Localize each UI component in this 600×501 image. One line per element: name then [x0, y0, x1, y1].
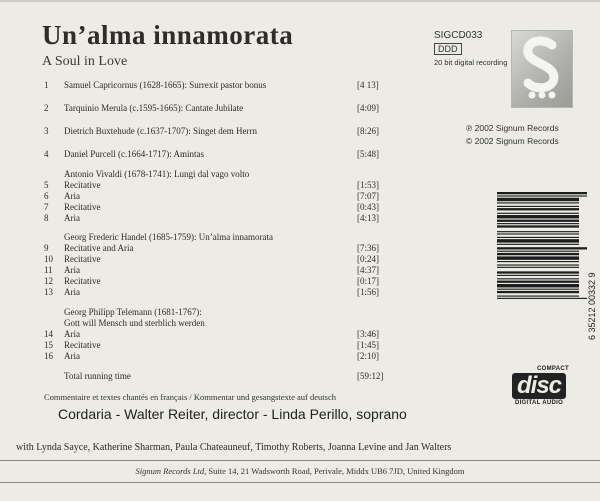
track-number: 13: [44, 287, 53, 297]
track-number: 5: [44, 180, 49, 190]
barcode-bar: [497, 271, 579, 273]
track-title: Dietrich Buxtehude (c.1637-1707): Singet dem Herrn: [64, 126, 257, 136]
track-title: Aria: [64, 329, 80, 339]
label-address: [0, 466, 600, 476]
divider-bottom: [0, 482, 600, 483]
barcode-bar: [497, 223, 579, 224]
track-duration: [8:26]: [357, 126, 379, 136]
cd-logo-bottom: DIGITAL AUDIO: [514, 400, 564, 406]
track-duration: [5:48]: [357, 149, 379, 159]
barcode-bar: [497, 231, 579, 232]
track-title: Recitative: [64, 180, 101, 190]
barcode-bar: [497, 220, 579, 222]
track-title: Recitative: [64, 340, 101, 350]
barcode-bar: [497, 253, 579, 255]
barcode-bar: [497, 198, 579, 201]
additional-musicians: with Lynda Sayce, Katherine Sharman, Paula Chateauneuf, Timothy Roberts, Joanna Levine and Jan Walters: [16, 442, 452, 453]
composer-heading-vivaldi: Antonio Vivaldi (1678-1741): Lungi dal vago volto: [64, 169, 250, 179]
barcode-bar: [497, 298, 587, 299]
track-duration: [4:09]: [357, 103, 379, 113]
phonogram-copyright: ℗ 2002 Signum Records: [466, 123, 559, 133]
barcode-bar: [497, 208, 579, 210]
barcode-bar: [497, 233, 579, 234]
composer-heading-telemann: Georg Philipp Telemann (1681-1767):: [64, 307, 202, 317]
catalog-number: SIGCD033: [434, 30, 483, 41]
catalog-block: [434, 30, 507, 67]
performers-line: Cordaria - Walter Reiter, director - Linda Perillo, soprano: [58, 406, 407, 422]
track-number: 10: [44, 254, 53, 264]
track-number: 12: [44, 276, 53, 286]
track-duration: [1:45]: [357, 340, 379, 350]
ddd-badge: DDD: [434, 43, 462, 55]
barcode-bar: [497, 251, 579, 252]
barcode-bar: [497, 284, 579, 287]
track-duration: [1:53]: [357, 180, 379, 190]
barcode-bar: [497, 225, 579, 227]
track-title: Aria: [64, 287, 80, 297]
barcode-bar: [497, 281, 579, 283]
barcode-bar: [497, 291, 579, 293]
barcode-bar: [497, 289, 579, 290]
cd-logo-word: disc: [512, 373, 566, 399]
compact-disc-logo: [507, 366, 571, 406]
composer-heading-handel: Georg Frederic Handel (1685-1759): Un’alma innamorata: [64, 232, 274, 242]
track-number: 16: [44, 351, 53, 361]
signum-s-icon: [512, 31, 572, 107]
barcode-bar: [497, 256, 579, 259]
track-title: Recitative: [64, 254, 101, 264]
track-number: 6: [44, 191, 49, 201]
barcode-bar: [497, 278, 579, 279]
barcode-bar: [497, 195, 587, 196]
barcode-digits: 6 35212 00332 9: [587, 272, 597, 340]
track-duration: [1:56]: [357, 287, 379, 297]
track-number: 9: [44, 243, 49, 253]
address-text: Suite 14, 21 Wadsworth Road, Perivale, Middx UB6 7JD, United Kingdom: [206, 466, 465, 476]
track-duration: [3:46]: [357, 329, 379, 339]
work-title-telemann: Gott will Mensch und sterblich werden: [64, 318, 205, 328]
track-title: Recitative and Aria: [64, 243, 134, 253]
top-border: [0, 0, 600, 2]
copyright-line: © 2002 Signum Records: [466, 136, 559, 146]
track-duration: [4:37]: [357, 265, 379, 275]
track-duration: [2:10]: [357, 351, 379, 361]
barcode-bar: [497, 206, 579, 207]
track-title: Recitative: [64, 202, 101, 212]
track-title: Aria: [64, 213, 80, 223]
track-title: Samuel Capricornus (1628-1665): Surrexit pastor bonus: [64, 80, 267, 90]
barcode-bar: [497, 202, 579, 203]
track-duration: [4:13]: [357, 213, 379, 223]
barcode-bar: [497, 239, 579, 242]
track-number: 1: [44, 80, 49, 90]
barcode-bar: [497, 247, 587, 249]
track-number: 2: [44, 103, 49, 113]
track-number: 8: [44, 213, 49, 223]
track-number: 4: [44, 149, 49, 159]
barcode-bar: [497, 275, 579, 276]
track-title: Aria: [64, 265, 80, 275]
track-title: Aria: [64, 351, 80, 361]
recording-note: 20 bit digital recording: [434, 58, 508, 67]
copyright-block: [466, 122, 559, 148]
track-duration: [7:36]: [357, 243, 379, 253]
cd-logo-top: COMPACT: [537, 366, 569, 372]
barcode-bar: [497, 213, 579, 214]
barcode-bars: [497, 190, 587, 340]
barcode-bar: [497, 237, 579, 238]
total-running-time-label: Total running time: [64, 371, 131, 381]
track-title: Daniel Purcell (c.1664-1717): Amintas: [64, 149, 204, 159]
signum-logo: [511, 30, 573, 108]
divider-top: [0, 460, 600, 461]
track-title: Recitative: [64, 276, 101, 286]
barcode: [497, 190, 587, 340]
track-duration: [0:24]: [357, 254, 379, 264]
barcode-bar: [497, 264, 579, 265]
track-number: 7: [44, 202, 49, 212]
track-number: 15: [44, 340, 53, 350]
barcode-bar: [497, 267, 579, 268]
total-running-time: [59:12]: [357, 371, 384, 381]
track-duration: [4 13]: [357, 80, 379, 90]
track-title: Tarquinio Merula (c.1595-1665): Cantate Jubilate: [64, 103, 244, 113]
track-number: 3: [44, 126, 49, 136]
barcode-bar: [497, 296, 579, 297]
barcode-bar: [497, 244, 579, 245]
album-title: Un’alma innamorata: [42, 20, 294, 50]
track-title: Aria: [64, 191, 80, 201]
language-note: Commentaire et textes chantés en français / Kommentar und gesangstexte auf deutsch: [44, 392, 336, 402]
barcode-bar: [497, 192, 587, 194]
track-number: 14: [44, 329, 53, 339]
album-subtitle: A Soul in Love: [42, 54, 128, 69]
barcode-bar: [497, 215, 579, 218]
company-name: Signum Records Ltd,: [135, 466, 207, 476]
track-duration: [0:17]: [357, 276, 379, 286]
barcode-bar: [497, 261, 579, 262]
track-duration: [0:43]: [357, 202, 379, 212]
track-duration: [7:07]: [357, 191, 379, 201]
track-number: 11: [44, 265, 53, 275]
